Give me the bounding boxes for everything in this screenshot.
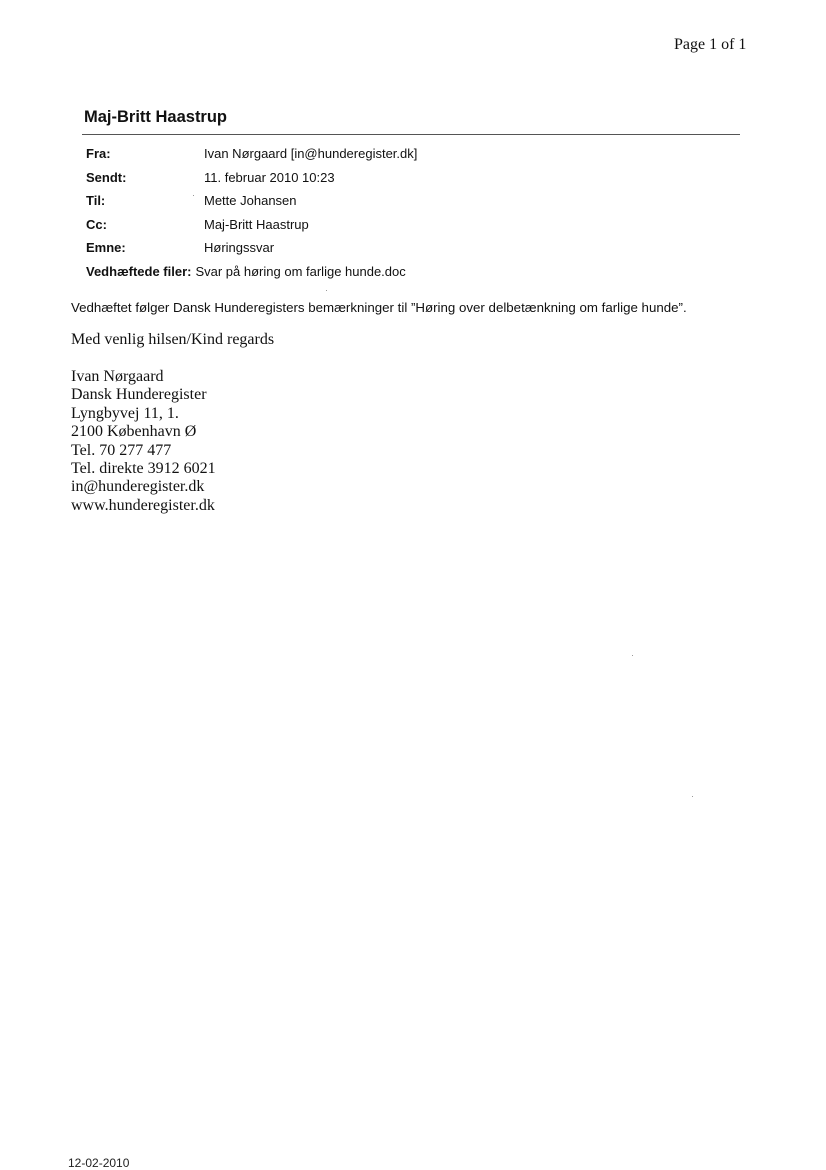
attachments-value: Svar på høring om farlige hunde.doc	[195, 263, 406, 279]
from-value: Ivan Nørgaard [in@hunderegister.dk]	[204, 146, 418, 161]
from-label: Fra:	[86, 146, 111, 161]
scan-speck	[692, 796, 693, 797]
footer-date: 12-02-2010	[68, 1156, 130, 1170]
scan-speck	[193, 195, 194, 196]
attachments-label: Vedhæftede filer:	[86, 263, 192, 279]
scan-speck	[632, 655, 633, 656]
signature-name: Ivan Nørgaard	[71, 368, 164, 385]
signature-city: 2100 København Ø	[71, 423, 197, 441]
scan-speck	[326, 290, 327, 291]
sent-label: Sendt:	[86, 169, 127, 185]
signature-organization: Dansk Hunderegister	[71, 386, 207, 404]
page-number: Page 1 of 1	[674, 36, 747, 53]
message-body: Vedhæftet følger Dansk Hunderegisters bemærkninger til ”Høring over delbetænkning om farlige hunde”.	[71, 300, 687, 315]
header-row-subject	[86, 240, 417, 264]
signature-street: Lyngbyvej 11, 1.	[71, 404, 179, 422]
header-row-attachments	[86, 264, 417, 288]
signature-phone: Tel. 70 277 477	[71, 441, 172, 459]
sender-name: Maj-Britt Haastrup	[84, 108, 228, 126]
subject-value: Høringssvar	[204, 240, 275, 255]
header-row-sent	[86, 170, 417, 194]
signature-direct-phone: Tel. direkte 3912 6021	[71, 460, 216, 478]
subject-label: Emne:	[86, 240, 126, 255]
signature-email: in@hunderegister.dk	[71, 478, 205, 496]
signature-block	[71, 368, 216, 515]
to-label: Til:	[86, 193, 106, 208]
cc-value: Maj-Britt Haastrup	[204, 216, 309, 232]
to-value: Mette Johansen	[204, 193, 297, 208]
header-row-cc	[86, 217, 417, 241]
greeting: Med venlig hilsen/Kind regards	[71, 331, 275, 348]
signature-website: www.hunderegister.dk	[71, 496, 215, 514]
header-divider	[82, 134, 740, 135]
header-row-from	[86, 146, 417, 170]
cc-label: Cc:	[86, 216, 107, 232]
email-header-fields	[86, 146, 417, 287]
header-row-to	[86, 193, 417, 217]
sent-value: 11. februar 2010 10:23	[204, 169, 335, 185]
